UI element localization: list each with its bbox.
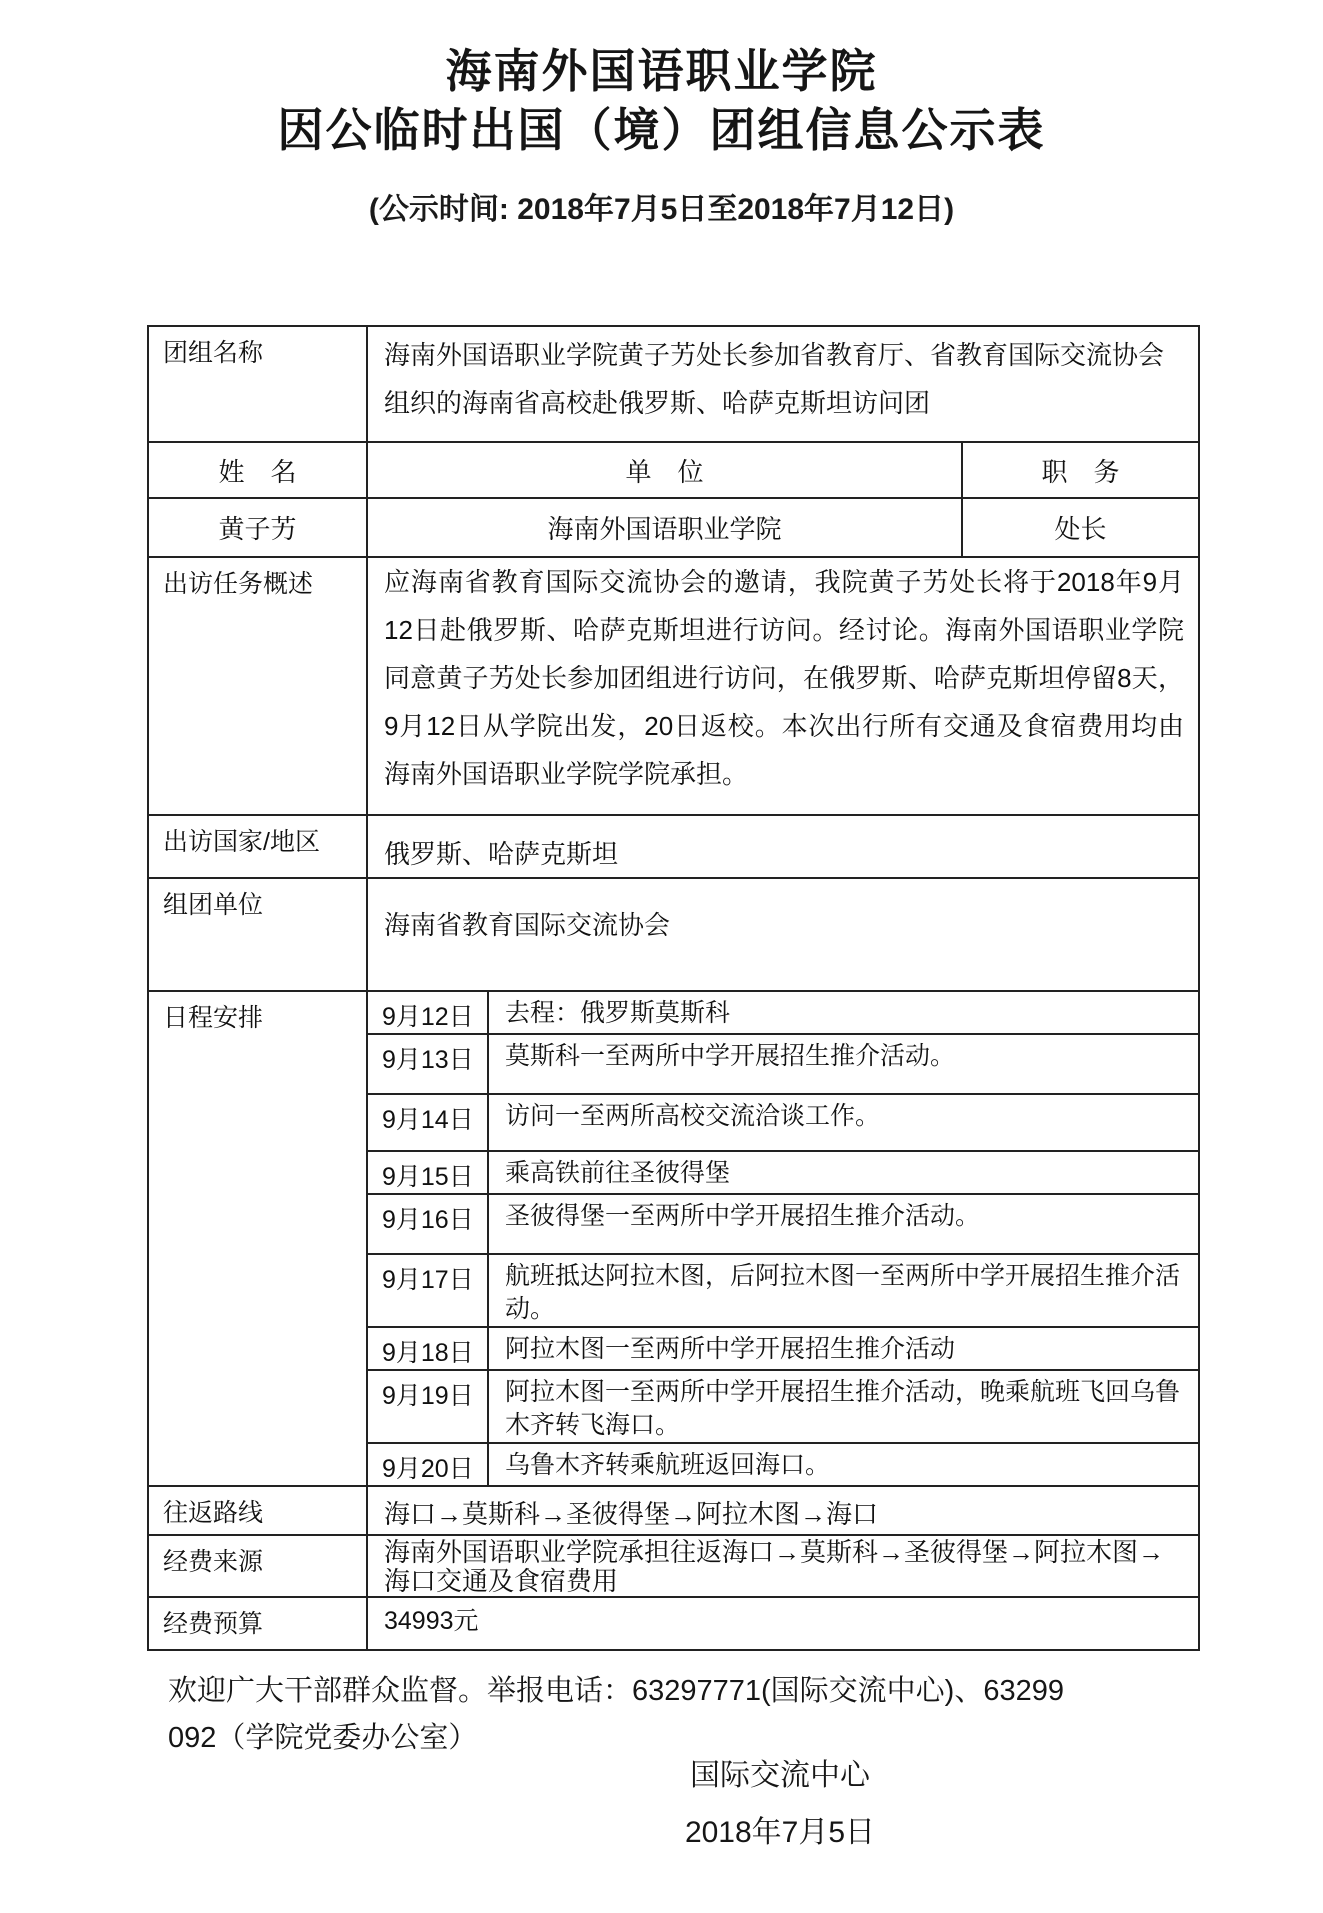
row-member-header xyxy=(149,443,1198,499)
schedule-row xyxy=(368,1095,1198,1152)
member-title: 处长 xyxy=(1054,514,1107,544)
row-route xyxy=(149,1487,1198,1536)
signature-date: 2018年7月5日 xyxy=(684,1816,876,1849)
schedule-date: 9月18日 xyxy=(368,1328,489,1369)
countries-label: 出访国家/地区 xyxy=(149,816,368,877)
schedule-date: 9月20日 xyxy=(368,1444,489,1485)
route-value: 海口→莫斯科→圣彼得堡→阿拉木图→海口 xyxy=(384,1499,879,1529)
member-header-name: 姓 名 xyxy=(149,443,368,497)
schedule-date: 9月16日 xyxy=(368,1195,489,1253)
schedule-row xyxy=(368,1152,1198,1195)
budget-value: 34993元 xyxy=(384,1607,479,1635)
member-header-unit: 单 位 xyxy=(368,443,963,497)
schedule-label: 日程安排 xyxy=(149,992,368,1485)
supervision-notice: 欢迎广大干部群众监督。举报电话：63297771(国际交流中心)、63299092（学院党委办公室） xyxy=(168,1675,1064,1754)
schedule-date: 9月12日 xyxy=(368,992,489,1033)
member-header-title: 职 务 xyxy=(1041,456,1120,487)
schedule-row xyxy=(368,1255,1198,1328)
row-mission xyxy=(149,558,1198,816)
member-name: 黄子艻 xyxy=(149,499,368,556)
schedule-row xyxy=(368,1371,1198,1444)
schedule-desc: 乘高铁前往圣彼得堡 xyxy=(505,1159,731,1187)
schedule-date: 9月13日 xyxy=(368,1035,489,1093)
group-name-label: 团组名称 xyxy=(149,327,368,441)
page xyxy=(0,42,1323,1913)
doc-title-line1: 海南外国语职业学院 xyxy=(445,45,878,97)
schedule-date: 9月15日 xyxy=(368,1152,489,1193)
row-countries xyxy=(149,816,1198,879)
schedule-row xyxy=(368,1444,1198,1485)
funding-source-label: 经费来源 xyxy=(149,1536,368,1596)
budget-label: 经费预算 xyxy=(149,1598,368,1649)
schedule-desc: 航班抵达阿拉木图，后阿拉木图一至两所中学开展招生推介活动。 xyxy=(505,1262,1181,1323)
organizer-value: 海南省教育国际交流协会 xyxy=(384,910,671,940)
funding-source-value: 海南外国语职业学院承担往返海口→莫斯科→圣彼得堡→阿拉木图→海口交通及食宿费用 xyxy=(384,1537,1165,1596)
schedule-desc: 去程：俄罗斯莫斯科 xyxy=(505,999,731,1027)
schedule-row xyxy=(368,1035,1198,1095)
route-label: 往返路线 xyxy=(149,1487,368,1534)
doc-title xyxy=(0,42,1323,160)
schedule-row xyxy=(368,1195,1198,1255)
schedule-desc: 莫斯科一至两所中学开展招生推介活动。 xyxy=(505,1042,956,1070)
schedule-desc: 阿拉木图一至两所中学开展招生推介活动 xyxy=(505,1335,956,1363)
schedule-row xyxy=(368,992,1198,1035)
group-name-value: 海南外国语职业学院黄子艻处长参加省教育厅、省教育国际交流协会组织的海南省高校赴俄罗斯、哈萨克斯坦访问团 xyxy=(384,340,1165,418)
schedule-date: 9月19日 xyxy=(368,1371,489,1442)
row-group-name xyxy=(149,327,1198,443)
schedule-desc: 访问一至两所高校交流洽谈工作。 xyxy=(505,1102,881,1130)
organizer-label: 组团单位 xyxy=(149,879,368,990)
countries-value: 俄罗斯、哈萨克斯坦 xyxy=(384,839,619,869)
schedule-row xyxy=(368,1328,1198,1371)
info-table xyxy=(147,325,1200,1651)
signature-block xyxy=(560,1750,1000,1851)
schedule-desc: 圣彼得堡一至两所中学开展招生推介活动。 xyxy=(505,1202,981,1230)
publicity-period: (公示时间: 2018年7月5日至2018年7月12日) xyxy=(368,193,955,226)
schedule-desc: 阿拉木图一至两所中学开展招生推介活动，晚乘航班飞回乌鲁木齐转飞海口。 xyxy=(505,1378,1181,1439)
schedule-desc: 乌鲁木齐转乘航班返回海口。 xyxy=(505,1451,831,1479)
row-funding-source xyxy=(149,1536,1198,1598)
row-schedule xyxy=(149,992,1198,1487)
member-unit: 海南外国语职业学院 xyxy=(368,499,963,556)
schedule-date: 9月14日 xyxy=(368,1095,489,1150)
mission-label: 出访任务概述 xyxy=(149,558,368,814)
row-budget xyxy=(149,1598,1198,1649)
schedule-date: 9月17日 xyxy=(368,1255,489,1326)
signature-org: 国际交流中心 xyxy=(690,1759,870,1792)
row-organizer xyxy=(149,879,1198,992)
mission-value: 应海南省教育国际交流协会的邀请，我院黄子艻处长将于2018年9月12日赴俄罗斯、哈萨克斯坦进行访问。经讨论。海南外国语职业学院同意黄子艻处长参加团组进行访问，在俄罗斯、哈萨克斯坦停留8天，9月12日从学院出发，20日返校。本次出行所有交通及食宿费用均由海南外国语职业学院学院承担。 xyxy=(384,567,1184,789)
row-member xyxy=(149,499,1198,558)
doc-title-line2: 因公临时出国（境）团组信息公示表 xyxy=(277,104,1046,156)
schedule-rows xyxy=(368,992,1198,1485)
